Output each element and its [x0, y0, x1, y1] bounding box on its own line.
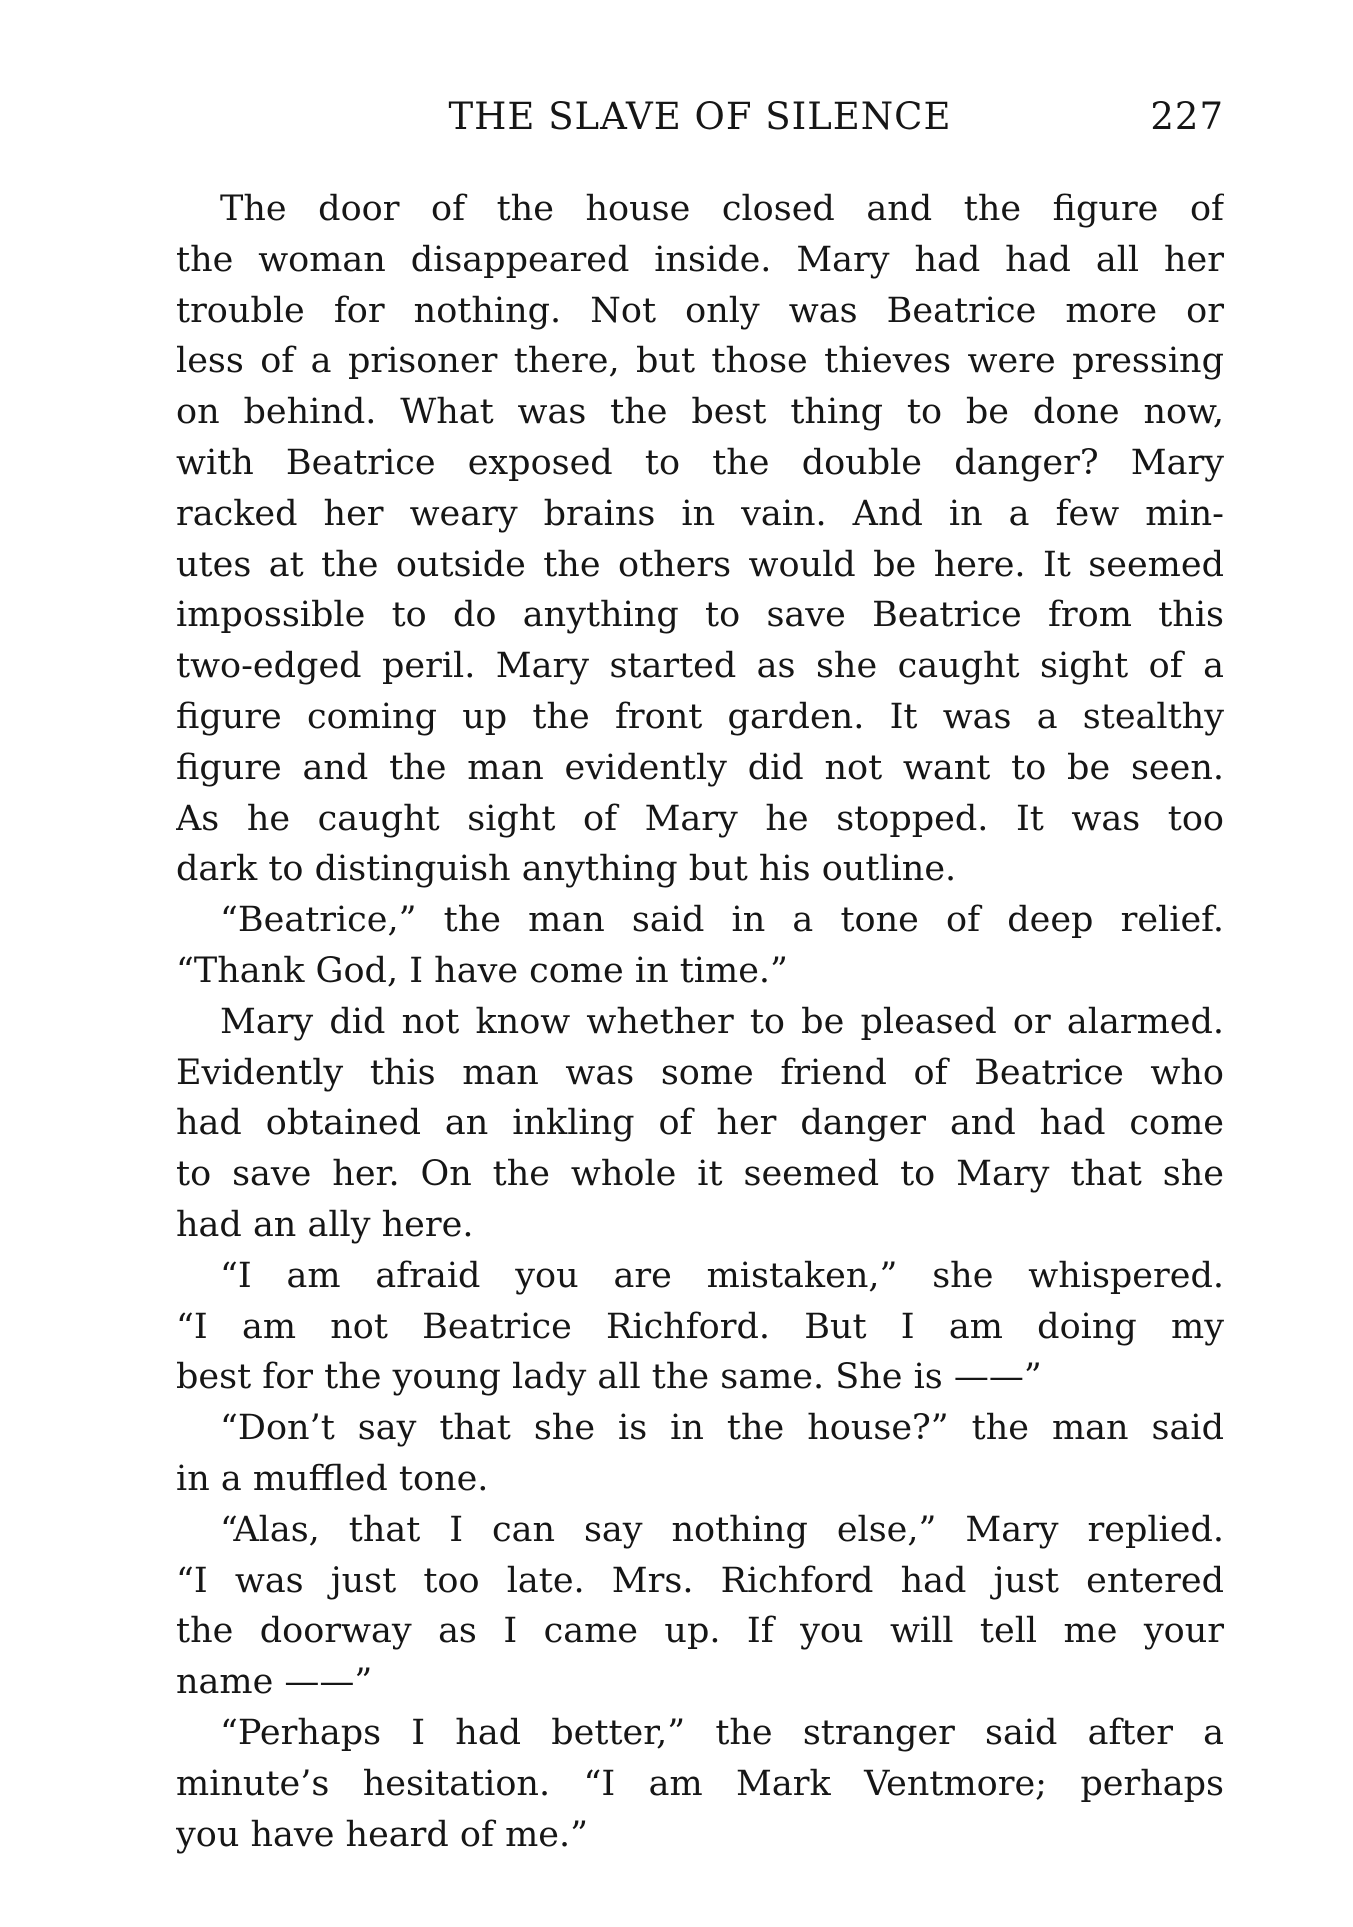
- text-line: trouble for nothing. Not only was Beatrice more or: [176, 290, 1224, 331]
- text-line: Mary did not know whether to be pleased or alarmed.: [220, 1001, 1224, 1042]
- text-line: the woman disappeared inside. Mary had had all her: [176, 239, 1224, 280]
- running-title: THE SLAVE OF SILENCE: [448, 95, 952, 138]
- text-line: dark to distinguish anything but his outline.: [176, 849, 957, 890]
- text-line: to save her. On the whole it seemed to Mary that she: [176, 1154, 1224, 1195]
- text-line: figure coming up the front garden. It was a stealthy: [176, 696, 1224, 737]
- text-line: minute’s hesitation. “I am Mark Ventmore; perhaps: [176, 1763, 1224, 1804]
- text-line: Evidently this man was some friend of Beatrice who: [176, 1052, 1224, 1093]
- text-line: in a muffled tone.: [176, 1458, 489, 1499]
- text-line: “Perhaps I had better,” the stranger said after a: [220, 1712, 1224, 1753]
- text-line: “Beatrice,” the man said in a tone of deep relief.: [220, 900, 1224, 941]
- text-line: you have heard of me.”: [176, 1814, 588, 1855]
- text-line: two-edged peril. Mary started as she caught sight of a: [176, 646, 1224, 687]
- text-line: the doorway as I came up. If you will tell me your: [176, 1611, 1224, 1652]
- page-number: 227: [1150, 95, 1224, 138]
- text-line: best for the young lady all the same. She is ——”: [176, 1357, 1042, 1398]
- text-line: less of a prisoner there, but those thieves were pressing: [176, 341, 1224, 382]
- text-line: “I was just too late. Mrs. Richford had just entered: [176, 1560, 1224, 1601]
- text-line: As he caught sight of Mary he stopped. It was too: [176, 798, 1224, 839]
- text-line: had an ally here.: [176, 1204, 474, 1245]
- text-line: with Beatrice exposed to the double danger? Mary: [176, 442, 1224, 483]
- text-line: “I am not Beatrice Richford. But I am doing my: [176, 1306, 1224, 1347]
- text-line: “Alas, that I can say nothing else,” Mary replied.: [220, 1509, 1224, 1550]
- text-line: racked her weary brains in vain. And in a few min-: [176, 493, 1224, 534]
- text-line: The door of the house closed and the figure of: [220, 189, 1224, 229]
- text-line: “I am afraid you are mistaken,” she whispered.: [220, 1255, 1224, 1296]
- text-line: name ——”: [176, 1662, 373, 1703]
- text-line: “Don’t say that she is in the house?” the man said: [220, 1408, 1224, 1449]
- text-line: had obtained an inkling of her danger and had come: [176, 1103, 1224, 1144]
- text-line: on behind. What was the best thing to be done now,: [176, 392, 1224, 433]
- text-line: utes at the outside the others would be here. It seemed: [176, 544, 1224, 585]
- text-line: impossible to do anything to save Beatrice from this: [176, 595, 1224, 636]
- running-head: [176, 95, 1224, 145]
- body-text: [176, 184, 1224, 1860]
- text-line: figure and the man evidently did not want to be seen.: [176, 747, 1224, 788]
- text-line: “Thank God, I have come in time.”: [176, 950, 788, 991]
